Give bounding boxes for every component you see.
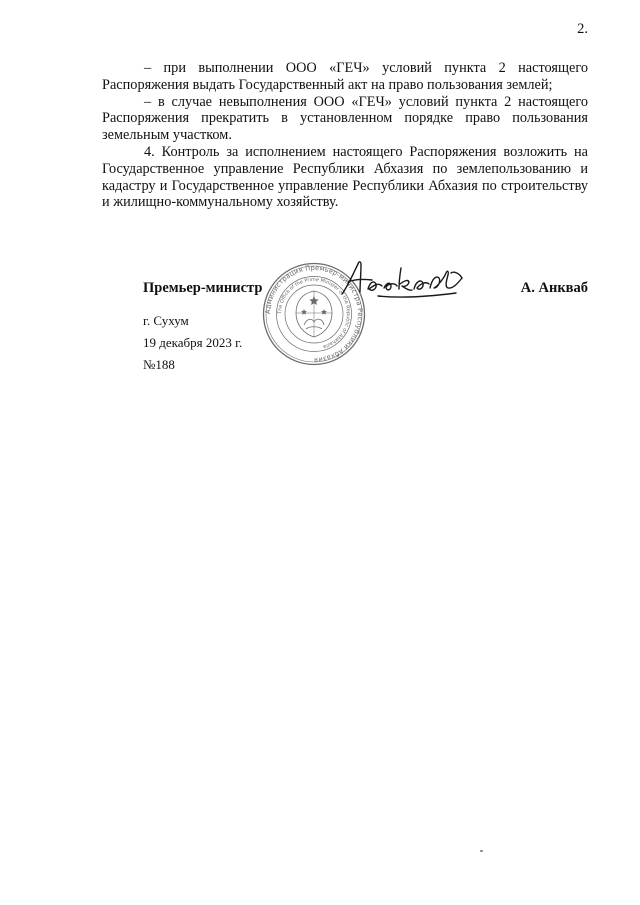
paragraph-control: 4. Контроль за исполнением настоящего Распоряжения возложить на Государственное управление Республики Абхазия по землепользованию и кадастру и Государственное управление Республики Абхазия по строительству и жилищно-коммунальному хозяйству. bbox=[102, 143, 588, 211]
document-body bbox=[102, 60, 588, 211]
paragraph-terminate-right: – в случае невыполнения ООО «ГЕЧ» условий пункта 2 настоящего Распоряжения прекратить в установленном порядке право пользования земельным участком. bbox=[102, 93, 588, 144]
seal-inner-text: The Office of the Prime Minister of the Republic of Abkhazia bbox=[276, 276, 352, 350]
page-number: 2. bbox=[577, 21, 588, 37]
scan-speck bbox=[480, 850, 483, 852]
signatory-name: А. Анкваб bbox=[520, 280, 588, 296]
paragraph-issue-act: – при выполнении ООО «ГЕЧ» условий пункта 2 настоящего Распоряжения выдать Государственный акт на право пользования землей; bbox=[102, 60, 588, 93]
document-number: №188 bbox=[143, 357, 175, 372]
handwritten-signature bbox=[338, 258, 468, 304]
issue-date: 19 декабря 2023 г. bbox=[143, 335, 243, 350]
seal-outer-text: Администрация Премьер-министра Республики Абхазия bbox=[263, 263, 365, 365]
issue-city: г. Сухум bbox=[143, 313, 189, 328]
coat-of-arms-emblem bbox=[296, 291, 332, 337]
signatory-title: Премьер-министр bbox=[143, 280, 263, 296]
